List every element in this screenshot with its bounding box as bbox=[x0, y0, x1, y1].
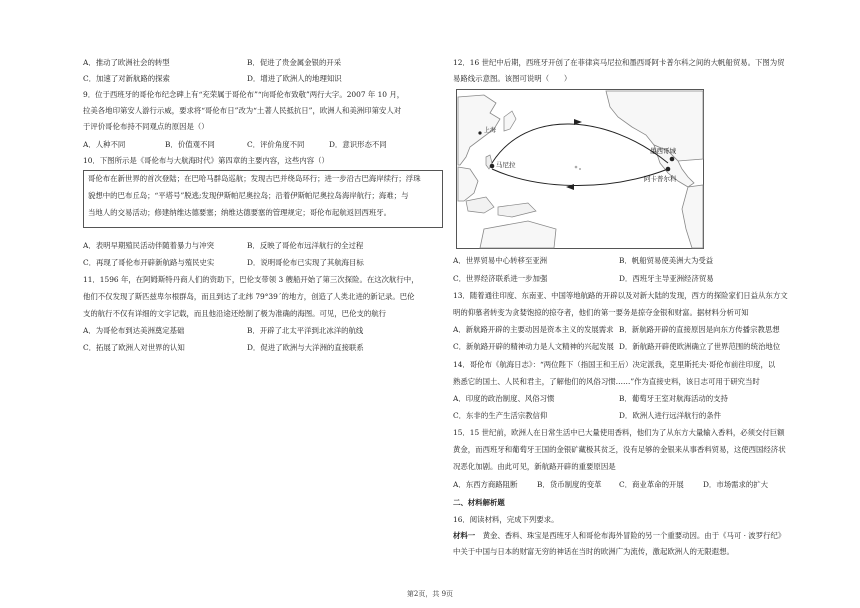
page-footer: 第2页，共 9页 bbox=[406, 590, 454, 598]
q15-line-1: 15．15 世纪前，欧洲人在日常生活中已大量使用香料，他们为了从东方大量输入香料，必须交付巨额 bbox=[453, 428, 785, 437]
q10-box-line-1: 哥伦布在新世界的首次登陆；在巴哈马群岛巡航；发现古巴并绕岛环行；进一步沿古巴海岸续行；浮珠 bbox=[88, 174, 421, 183]
q9-option-c[interactable]: C．评价角度不同 bbox=[247, 140, 305, 149]
q12-option-c[interactable]: C．世界经济联系进一步加强 bbox=[453, 274, 548, 283]
q12-line-1: 12．16 世纪中后期，西班牙开创了在菲律宾马尼拉和墨西哥阿卡普尔科之间的大帆船贸易。下图为贸 bbox=[453, 58, 785, 67]
hawaii-islands bbox=[575, 166, 578, 169]
mexico-city-marker bbox=[670, 157, 675, 162]
manila-label: 马尼拉 bbox=[496, 161, 516, 169]
q10-content-box bbox=[83, 170, 443, 228]
q9-line-2: 拉美各地印第安人游行示威，要求将“哥伦布日”改为“土著人民抵抗日”，欧洲人和美洲印第安人对 bbox=[83, 106, 402, 115]
q12-option-d[interactable]: D．西班牙主导亚洲经济贸易 bbox=[619, 274, 714, 283]
q14-option-d[interactable]: D．欧洲人进行远洋航行的条件 bbox=[619, 411, 722, 420]
shanghai-label: 上海 bbox=[484, 127, 497, 134]
acapulco-marker bbox=[666, 167, 671, 172]
q15-option-d[interactable]: D．市场需求的扩大 bbox=[703, 480, 769, 489]
q8-option-b[interactable]: B．促进了贵金属金银的开采 bbox=[247, 58, 342, 67]
q10-option-a[interactable]: A．表明早期殖民活动伴随着暴力与冲突 bbox=[83, 241, 214, 250]
q13-option-b[interactable]: B．新航路开辟的直接原因是向东方传播宗教思想 bbox=[619, 325, 780, 334]
q10-box-line-3: 当地人的交易活动；修建纳维达德要塞；纳维达德要塞的管理规定；哥伦布起航返回西班牙。 bbox=[88, 208, 392, 217]
q14-line-2: 熟悉它的国土、人民和君主，了解他们的风俗习惯……”作为直接史料，该日志可用于研究当时 bbox=[453, 377, 760, 386]
material-one-text: 黄金、香料、珠宝是西班牙人和哥伦布海外冒险的另一个重要动因。由于《马可 · 波罗行纪》 bbox=[475, 531, 786, 540]
q16-stem: 16．阅读材料，完成下列要求。 bbox=[453, 515, 559, 524]
q9-option-a[interactable]: A．人种不同 bbox=[83, 140, 126, 149]
q10-option-d[interactable]: D．说明哥伦布已实现了其航海目标 bbox=[247, 258, 364, 267]
q13-line-1: 13．随着通往印度、东南亚、中国等地航路的开辟以及对新大陆的发现，西方的探险家们日益从东方文 bbox=[453, 291, 788, 300]
q15-option-a[interactable]: A．东西方商路阻断 bbox=[453, 480, 518, 489]
q12-line-2: 易路线示意图。该图可说明（ ） bbox=[453, 74, 572, 83]
q10-option-c[interactable]: C．再现了哥伦布开辟新航路与殖民史实 bbox=[83, 258, 215, 267]
q9-line-3: 于评价哥伦布持不同观点的原因是（） bbox=[83, 122, 209, 131]
q14-option-b[interactable]: B．葡萄牙王室对航海活动的支持 bbox=[619, 394, 728, 403]
material-one-line-2: 中关于中国与日本的财富无穷的神话在当时的欧洲广为流传，激起欧洲人的无限遐想。 bbox=[453, 547, 734, 556]
q9-line-1: 9．位于西班牙的哥伦布纪念碑上有“充荣属于哥伦布”“向哥伦布致敬”两行大字。2007 年 10 月， bbox=[83, 90, 405, 99]
q15-option-b[interactable]: B．货币制度的变革 bbox=[537, 480, 602, 489]
shanghai-marker bbox=[478, 131, 481, 134]
q11-line-1: 11．1596 年，在阿姆斯特丹商人们的资助下，巴伦支带领 3 艘船开始了第三次探险。在这次航行中， bbox=[83, 275, 419, 284]
q12-option-a[interactable]: A．世界贸易中心转移至亚洲 bbox=[453, 256, 548, 265]
q8-option-d[interactable]: D．增进了欧洲人的地理知识 bbox=[247, 74, 342, 83]
q9-option-d[interactable]: D．意识形态不同 bbox=[329, 140, 387, 149]
q13-option-d[interactable]: D．新航路开辟使欧洲确立了世界范围的统治地位 bbox=[619, 342, 781, 351]
q9-option-b[interactable]: B．价值观不同 bbox=[165, 140, 215, 149]
q11-option-a[interactable]: A．为哥伦布到达美洲奠定基础 bbox=[83, 326, 185, 335]
trade-route-map bbox=[456, 89, 704, 249]
acapulco-label: 阿卡普尔科 bbox=[644, 175, 677, 183]
q13-line-2: 明的仰慕者转变为贪婪饱掠的掠夺者，他们的第一要务是掠夺金银和财富。据材料分析可知 bbox=[453, 308, 749, 317]
q8-option-a[interactable]: A．推动了欧洲社会的转型 bbox=[83, 58, 170, 67]
material-one-line-1 bbox=[453, 532, 785, 541]
q15-line-2: 黄金，而西班牙和葡萄牙王国的金银矿藏极其贫乏，没有足够的金银来从事香料贸易，这使西国经济状 bbox=[453, 445, 786, 454]
q13-option-a[interactable]: A．新航路开辟的主要动因是资本主义的发展需求 bbox=[453, 325, 614, 334]
q12-option-b[interactable]: B．帆船贸易使美洲大为受益 bbox=[619, 256, 714, 265]
mexico-city-label: 墨西哥城 bbox=[650, 147, 676, 155]
manila-marker bbox=[490, 164, 495, 169]
q14-option-a[interactable]: A．印度的政治制度、风俗习惯 bbox=[453, 394, 555, 403]
q8-option-c[interactable]: C．加速了对新航路的探索 bbox=[83, 74, 170, 83]
q11-option-c[interactable]: C．拓展了欧洲人对世界的认知 bbox=[83, 343, 185, 352]
q14-option-c[interactable]: C．东非的生产生活宗教信仰 bbox=[453, 411, 548, 420]
q15-line-3: 况恶化加剧。由此可见，新航路开辟的重要原因是 bbox=[453, 462, 616, 471]
q10-box-line-2: 貌想中的巴布丘岛；“平塔号”脱逃;发现伊斯帕尼奥拉岛；沿着伊斯帕尼奥拉岛海岸航行；海难；与 bbox=[88, 191, 409, 200]
q11-option-b[interactable]: B．开辟了北太平洋到北冰洋的航线 bbox=[247, 326, 364, 335]
q11-line-3: 支的航行不仅有详细的文字记载，而且他沿途还绘制了极为准确的海图。可见，巴伦支的航行 bbox=[83, 309, 387, 318]
q11-line-2: 他们不仅发现了斯匹兹卑尔根群岛，而且到达了北纬 79°39´的地方，创造了人类北进的新记录。巴伦 bbox=[83, 292, 415, 301]
q15-option-c[interactable]: C．商业革命的开展 bbox=[619, 480, 684, 489]
hawaii-islands bbox=[579, 168, 581, 170]
q13-option-c[interactable]: C．新航路开辟的精神动力是人文精神的兴起发展 bbox=[453, 342, 614, 351]
q11-option-d[interactable]: D．促进了欧洲与大洋洲的直接联系 bbox=[247, 343, 364, 352]
section-title: 二、材料解析题 bbox=[453, 498, 505, 507]
material-one-label: 材料一 bbox=[453, 531, 476, 540]
q10-option-b[interactable]: B．反映了哥伦布远洋航行的全过程 bbox=[247, 241, 364, 250]
q14-line-1: 14．哥伦布《航海日志》：“两位陛下（指国王和王后）决定派我，克里斯托夫·哥伦布前往印度，以 bbox=[453, 360, 776, 369]
q10-stem: 10．下图所示是《哥伦布与大航海时代》第四章的主要内容，这些内容（） bbox=[83, 156, 329, 165]
